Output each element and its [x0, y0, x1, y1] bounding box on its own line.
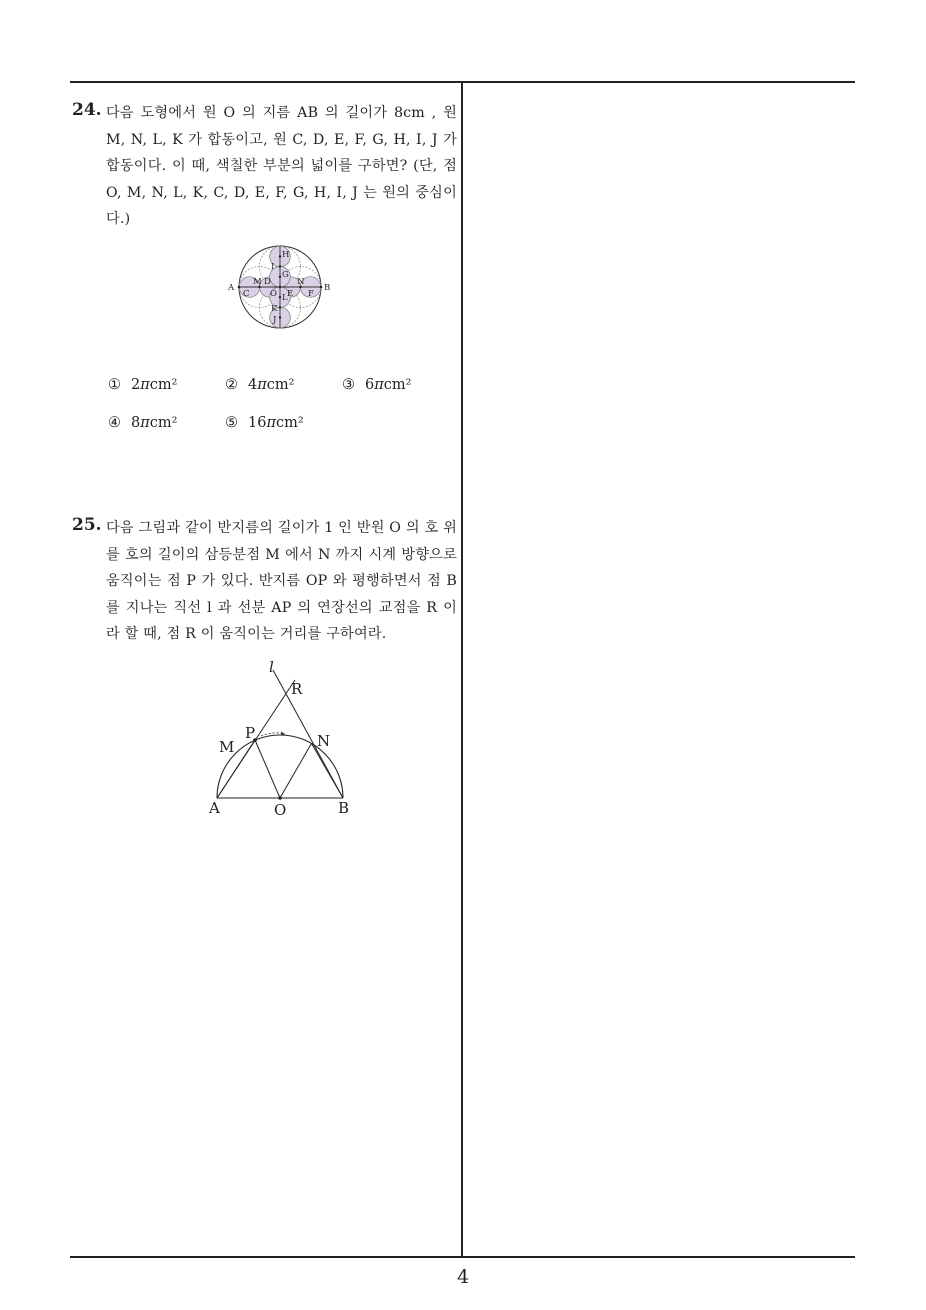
label-M: M: [253, 277, 262, 287]
label-D: D: [264, 277, 271, 287]
bottom-rule: [70, 1256, 855, 1258]
label-M: M: [219, 738, 235, 756]
column-divider: [461, 81, 463, 1258]
problem-25-figure: [205, 656, 365, 825]
choice-4[interactable]: ④ 8πcm²: [108, 415, 178, 431]
label-A: A: [209, 799, 220, 817]
label-P: P: [245, 724, 256, 742]
problem-24: [72, 100, 457, 233]
label-R: R: [291, 680, 303, 698]
label-G: G: [282, 270, 289, 280]
label-N: N: [297, 277, 305, 287]
choice-1[interactable]: ① 2πcm²: [108, 377, 178, 393]
label-l: l: [269, 658, 274, 676]
semicircle-figure: [205, 656, 365, 821]
label-C: C: [243, 289, 250, 299]
label-B: B: [338, 799, 350, 817]
label-L: L: [282, 293, 288, 303]
choice-2[interactable]: ② 4πcm²: [225, 377, 295, 393]
label-N: N: [317, 732, 331, 750]
problem-number: 25.: [72, 515, 102, 535]
label-I: I: [271, 262, 275, 272]
label-O: O: [270, 289, 277, 299]
label-K: K: [271, 304, 278, 314]
label-J: J: [273, 315, 277, 325]
label-B: B: [324, 283, 331, 293]
label-A: A: [228, 283, 235, 293]
problem-24-figure: [224, 240, 334, 339]
choice-5[interactable]: ⑤ 16πcm²: [225, 415, 304, 431]
choice-3[interactable]: ③ 6πcm²: [342, 377, 412, 393]
label-H: H: [282, 250, 290, 260]
problem-text: 다음 그림과 같이 반지름의 길이가 1 인 반원 O 의 호 위를 호의 길이의 삼등분점 M 에서 N 까지 시계 방향으로 움직이는 점 P 가 있다. 반지름 OP 와 평행하면서 점 B 를 지나는 직선 l 과 선분 AP 의 연장선의 교점을 R 이라 할 때, 점 R 이 움직이는 거리를 구하여라.: [106, 520, 457, 642]
problem-25: [72, 515, 457, 648]
label-F: F: [308, 289, 314, 299]
label-E: E: [287, 289, 294, 299]
problem-text: 다음 도형에서 원 O 의 지름 AB 의 길이가 8cm , 원 M, N, L, K 가 합동이고, 원 C, D, E, F, G, H, I, J 가 합동이다. 이 때, 색칠한 부분의 넓이를 구하면? (단, 점 O, M, N, L, K, C, D, E, F, G, H, I, J 는 원의 중심이다.): [106, 105, 457, 227]
label-O: O: [274, 801, 287, 819]
problem-number: 24.: [72, 100, 102, 120]
page-number: 4: [456, 1266, 470, 1288]
circle-figure: [224, 240, 334, 335]
